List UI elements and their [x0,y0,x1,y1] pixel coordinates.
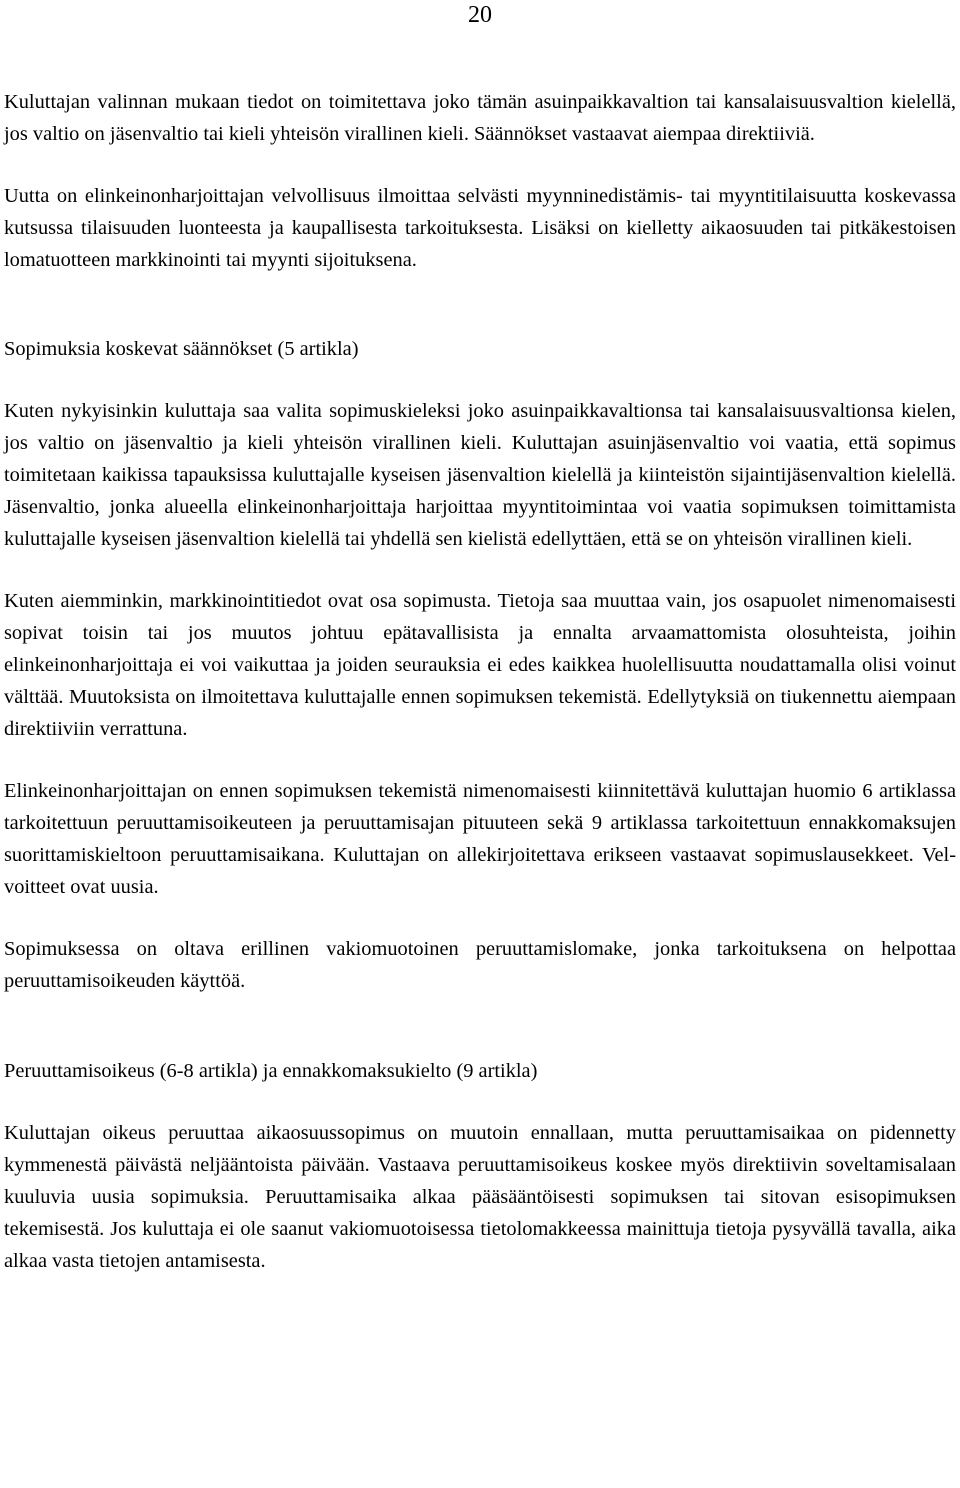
section-heading-withdrawal-right: Peruuttamisoikeus (6-8 artikla) ja ennakkomaksukielto (9 artikla) [4,1060,538,1082]
page-number: 20 [468,2,492,28]
paragraph-sales-event-invitation: Uutta on elinkeinonharjoittajan velvollisuus ilmoittaa selvästi myynninedistämis- tai myyntitilaisuutta koskevassa kutsussa tilaisuuden luonteesta ja kaupallisesta tarkoituksesta. Lisäksi on kielletty aikaosuuden tai pitkäkestoisen lomatuotteen markkinointi tai myynti sijoituksena. [4,185,956,271]
paragraph-language-of-information: Kuluttajan valinnan mukaan tiedot on toimitettava joko tämän asuinpaikkavaltion tai kansalaisuusvaltion kielellä, jos valtio on jäsenvaltio tai kieli yhteisön virallinen kieli. Säännökset vastaavat aiempaa direktiiviä. [4,91,956,145]
paragraph-trader-obligations: Elinkeinonharjoittajan on ennen sopimuksen tekemistä nimenomaisesti kiinnitettävä kuluttajan huomio 6 artiklassa tarkoitettuun peruuttamisoikeuteen ja peruuttamisajan pituuteen sekä 9 artiklassa tarkoitettuun ennakkomaksujen suorittamiskieltoon peruuttamisaikana. Kuluttajan on allekirjoitettava erikseen vastaavat sopimuslausekkeet. Velvoitteet ovat uusia. [4,780,956,898]
paragraph-contract-language: Kuten nykyisinkin kuluttaja saa valita sopimuskieleksi joko asuinpaikkavaltionsa tai kansalaisuusvaltionsa kielen, jos valtio on jäsenvaltio ja kieli yhteisön virallinen kieli. Kuluttajan asuinjäsenvaltio voi vaatia, että sopimus toimitetaan kaikissa tapauksissa kuluttajalle kyseisen jäsenvaltion kielellä ja kiinteistön sijaintijäsenvaltion kielellä. Jäsenvaltio, jonka alueella elinkeinonharjoittaja harjoittaa myyntitoimintaa voi vaatia sopimuksen toimittamista kuluttajalle kyseisen jäsenvaltion kielellä tai yhdellä sen kielistä edellyttäen, että se on yhteisön virallinen kieli. [4,400,956,550]
section-heading-contract-provisions: Sopimuksia koskevat säännökset (5 artikla) [4,338,359,360]
paragraph-marketing-information: Kuten aiemminkin, markkinointitiedot ovat osa sopimusta. Tietoja saa muuttaa vain, jos osapuolet nimenomaisesti sopivat toisin tai jos muutos johtuu epätavallisista ja ennalta arvaamattomista olosuhteista, joihin elinkeinonharjoittaja ei voi vaikuttaa ja joiden seurauksia ei edes kaikkea huolellisuutta noudattamalla olisi voinut välttää. Muutoksista on ilmoitettava kuluttajalle ennen sopimuksen tekemistä. Edellytyksiä on tiukennettu aiempaan direktiiviin verrattuna. [4,590,956,740]
document-body [4,86,956,1277]
paragraph-withdrawal-period: Kuluttajan oikeus peruuttaa aikaosuussopimus on muutoin ennallaan, mutta peruuttamisaikaa on pidennetty kymmenestä päivästä neljääntoista päivään. Vastaava peruuttamisoikeus koskee myös direktiivin soveltamisalaan kuuluvia uusia sopimuksia. Peruuttamisaika alkaa pääsääntöisesti sopimuksen tai sitovan esisopimuksen tekemisestä. Jos kuluttaja ei ole saanut vakiomuotoisessa tietolomakkeessa mainittuja tietoja pysyvällä tavalla, aika alkaa vasta tietojen antamisesta. [4,1122,956,1272]
paragraph-withdrawal-form: Sopimuksessa on oltava erillinen vakiomuotoinen peruuttamislomake, jonka tarkoituksena on helpottaa peruuttamisoikeuden käyttöä. [4,938,956,992]
